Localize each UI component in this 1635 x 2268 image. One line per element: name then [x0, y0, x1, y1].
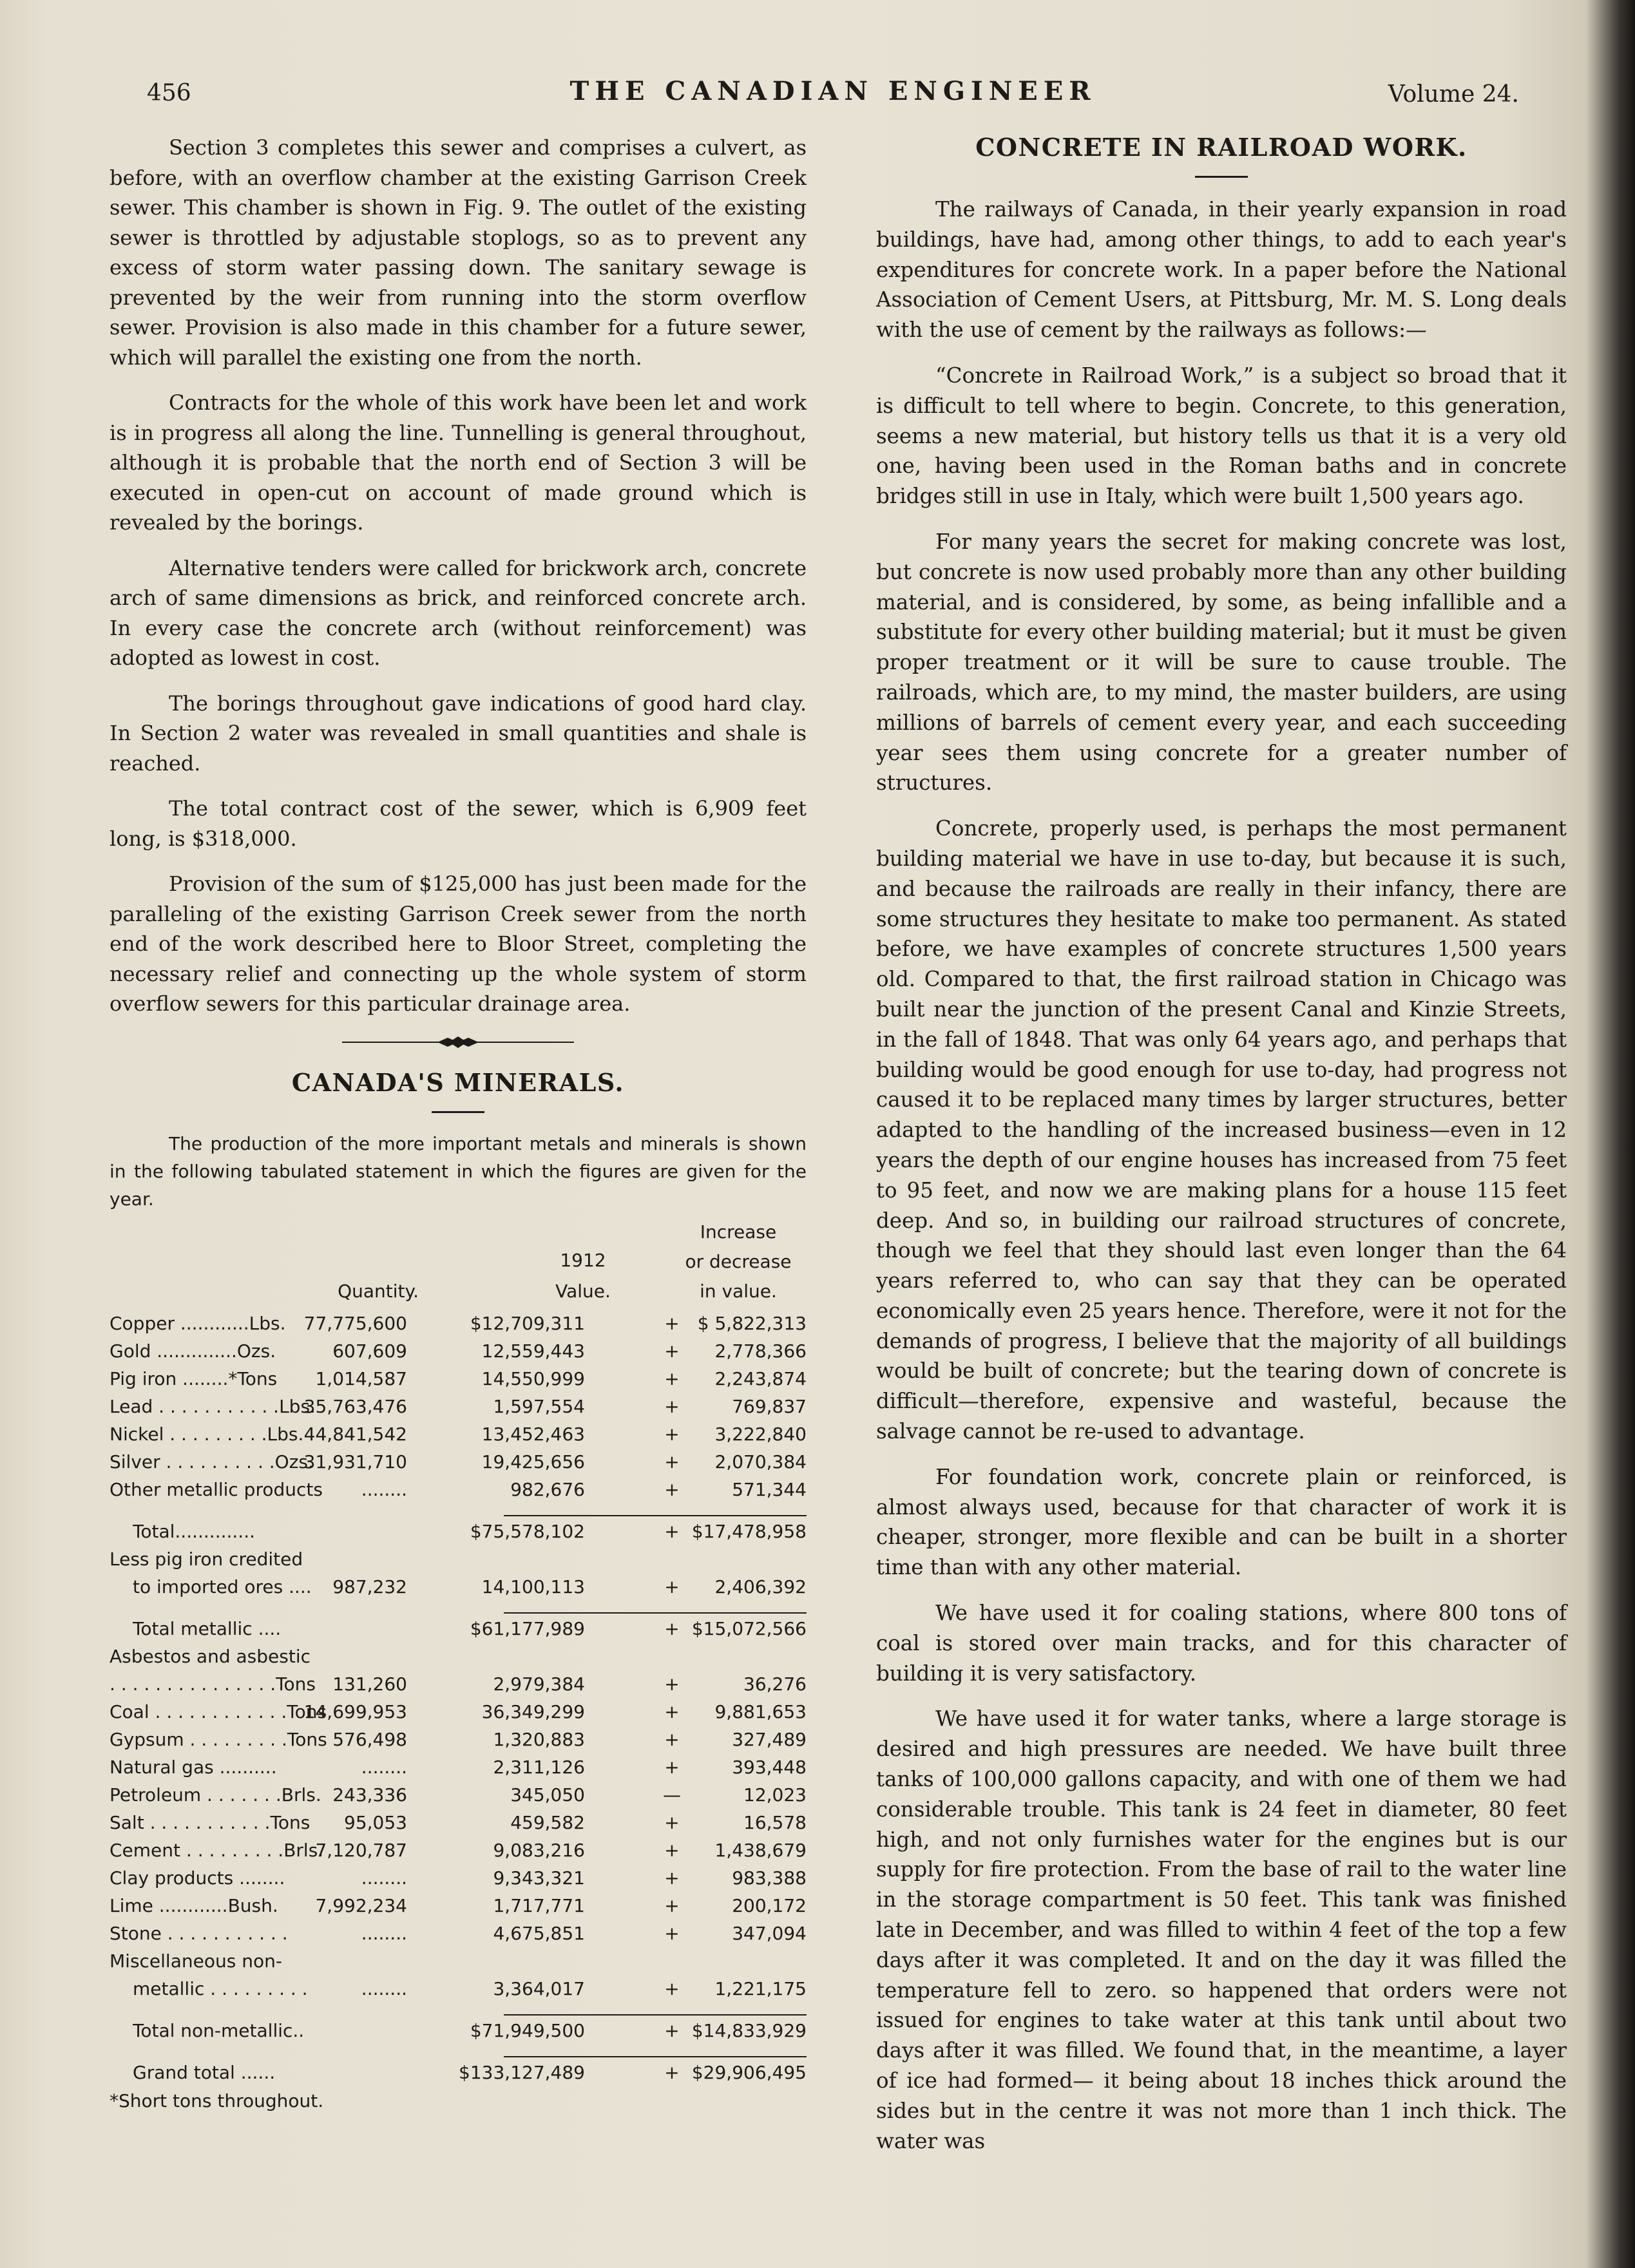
table-row	[110, 1726, 807, 1753]
minerals-heading: CANADA'S MINERALS.	[291, 1067, 625, 1097]
row-quantity: 35,763,476	[303, 1395, 407, 1417]
table-row	[110, 1643, 807, 1670]
row-increase: 36,276	[743, 1673, 807, 1695]
row-label: Nickel . . . . . . . . .Lbs.	[110, 1423, 304, 1445]
row-quantity: ........	[361, 1867, 407, 1889]
concrete-paragraph-2: “Concrete in Railroad Work,” is a subject so broad that it is difficult to tell where to begin. Concrete, to this generation, seems a new material, but history tells us that it is a very old one, having been used in the Roman baths and in concrete bridges still in use in Italy, which were built 1,500 years ago.	[876, 363, 1567, 509]
table-row-total	[110, 1615, 807, 1643]
row-sign: +	[664, 1977, 680, 1999]
row-increase: $17,478,958	[691, 1520, 807, 1542]
row-label: to imported ores ....	[133, 1576, 312, 1597]
table-row-grand-total	[110, 2059, 807, 2086]
row-sign: +	[664, 1811, 680, 1833]
row-increase: 2,778,366	[714, 1340, 807, 1362]
row-increase: 1,438,679	[714, 1839, 807, 1861]
total-rule	[661, 2056, 807, 2057]
row-sign: +	[664, 1367, 680, 1389]
table-row	[110, 1809, 807, 1836]
sewer-paragraph-5: The total contract cost of the sewer, which is 6,909 feet long, is $318,000.	[110, 796, 807, 851]
minerals-intro: The production of the more important metals and minerals is shown in the following tabulated statement in which the figures are given for the year.	[110, 1132, 807, 1210]
row-quantity: 77,775,600	[303, 1312, 407, 1334]
total-rule	[504, 2014, 662, 2015]
total-rule	[504, 2056, 662, 2057]
row-quantity: 7,120,787	[315, 1839, 407, 1861]
row-label: Other metallic products	[110, 1478, 323, 1500]
row-value: $71,949,500	[470, 2019, 585, 2041]
row-label: Stone . . . . . . . . . . .	[110, 1922, 288, 1944]
row-quantity: ........	[361, 1478, 407, 1500]
row-increase: $29,906,495	[691, 2061, 807, 2083]
row-label: Salt . . . . . . . . . . .Tons	[110, 1811, 311, 1833]
minerals-table	[110, 1219, 807, 2111]
table-row-total	[110, 2017, 807, 2044]
concrete-paragraph-3: For many years the secret for making concrete was lost, but concrete is now used probably more than any other building material, and is considered, by some, as being infallible and a substitute for every other building material; but it must be given proper treatment or it will be sure to cause trouble. The railroads, which are, to my mind, the master builders, are using millions of barrels of cement every year, and each succeeding year sees them using concrete for a greater number of structures.	[876, 529, 1567, 796]
table-row	[110, 1365, 807, 1393]
header-in-value: in value.	[700, 1280, 777, 1302]
row-sign: +	[664, 1617, 680, 1639]
total-rule	[504, 1612, 662, 1614]
total-rule	[661, 2014, 807, 2015]
running-header	[147, 76, 1519, 115]
heading-rule	[432, 1111, 484, 1113]
row-increase: 347,094	[732, 1922, 807, 1944]
row-quantity: 987,232	[332, 1576, 407, 1597]
row-increase: 571,344	[732, 1478, 807, 1500]
row-label: Lime ............Bush.	[110, 1894, 278, 1916]
row-quantity: 95,053	[344, 1811, 407, 1833]
row-quantity: 243,336	[332, 1784, 407, 1806]
row-quantity: 607,609	[332, 1340, 407, 1362]
row-value: 12,559,443	[481, 1340, 585, 1362]
row-sign: +	[664, 1451, 680, 1472]
row-increase: 2,070,384	[714, 1451, 807, 1472]
table-row	[110, 1337, 807, 1365]
row-increase: 16,578	[743, 1811, 807, 1833]
volume-label: Volume 24.	[1388, 81, 1519, 108]
row-increase: 12,023	[743, 1784, 807, 1806]
row-value: $61,177,989	[470, 1617, 585, 1639]
row-increase: 983,388	[732, 1867, 807, 1889]
table-row	[110, 1420, 807, 1448]
row-sign: +	[664, 1839, 680, 1861]
header-value: Value.	[555, 1280, 611, 1302]
row-increase: 9,881,653	[714, 1701, 807, 1722]
table-row	[110, 1310, 807, 1337]
row-increase: 200,172	[732, 1894, 807, 1916]
row-value: $75,578,102	[470, 1520, 585, 1542]
header-quantity: Quantity.	[338, 1280, 419, 1302]
row-quantity: ........	[361, 1922, 407, 1944]
row-sign: +	[664, 1520, 680, 1542]
row-value: $133,127,489	[459, 2061, 585, 2083]
row-increase: 393,448	[732, 1756, 807, 1778]
row-quantity: 576,498	[332, 1728, 407, 1750]
section-ornament	[342, 1034, 574, 1050]
left-column	[110, 133, 807, 2111]
row-value: 1,320,883	[493, 1728, 585, 1750]
table-row	[110, 1476, 807, 1503]
table-footnote: *Short tons throughout.	[110, 2090, 324, 2111]
row-quantity: 7,992,234	[315, 1894, 407, 1916]
row-sign: +	[664, 1312, 680, 1334]
heading-rule	[1195, 176, 1248, 178]
concrete-paragraph-6: We have used it for coaling stations, where 800 tons of coal is stored over main tracks, and for this character of building it is very satisfactory.	[876, 1601, 1567, 1686]
row-sign: +	[664, 1673, 680, 1695]
row-increase: 769,837	[732, 1395, 807, 1417]
row-sign: +	[664, 1340, 680, 1362]
table-header	[110, 1219, 807, 1310]
row-label: Silver . . . . . . . . . .Ozs.	[110, 1451, 314, 1472]
row-sign: +	[664, 1701, 680, 1722]
sewer-paragraph-1: Section 3 completes this sewer and comprises a culvert, as before, with an overflow chamber at the existing Garrison Creek sewer. This chamber is shown in Fig. 9. The outlet of the existing sewer is throttled by adjustable stoplogs, so as to prevent any excess of storm water passing down. The sanitary sewage is prevented by the weir from running into the storm overflow sewer. Provision is also made in this chamber for a future sewer, which will parallel the existing one from the north.	[110, 135, 807, 370]
row-label: Grand total ......	[133, 2061, 276, 2083]
row-increase: 2,243,874	[714, 1367, 807, 1389]
page-number: 456	[147, 80, 191, 106]
row-sign: +	[664, 1867, 680, 1889]
row-sign: +	[664, 1728, 680, 1750]
table-row	[110, 1753, 807, 1781]
row-label: Gold ..............Ozs.	[110, 1340, 276, 1362]
row-sign: —	[663, 1784, 681, 1806]
row-quantity: 44,841,542	[303, 1423, 407, 1445]
row-value: 9,343,321	[493, 1867, 585, 1889]
row-sign: +	[664, 2061, 680, 2083]
row-sign: +	[664, 1756, 680, 1778]
sewer-paragraph-6: Provision of the sum of $125,000 has just been made for the paralleling of the existing Garrison Creek sewer from the north end of the work described here to Bloor Street, completing the necessary relief and connecting up the whole system of storm overflow sewers for this particular drainage area.	[110, 872, 807, 1016]
row-value: 459,582	[510, 1811, 585, 1833]
row-value: 2,979,384	[493, 1673, 585, 1695]
row-increase: $ 5,822,313	[697, 1312, 807, 1334]
row-value: 345,050	[510, 1784, 585, 1806]
total-rule	[661, 1612, 807, 1614]
header-increase: Increase	[700, 1221, 777, 1243]
row-sign: +	[664, 1395, 680, 1417]
table-row	[110, 1836, 807, 1864]
row-label: Clay products ........	[110, 1867, 285, 1889]
table-row	[110, 1698, 807, 1726]
row-value: 13,452,463	[481, 1423, 585, 1445]
row-value: $12,709,311	[470, 1312, 585, 1334]
row-label: Miscellaneous non-	[110, 1950, 282, 1972]
table-row	[110, 1892, 807, 1920]
row-quantity: 31,931,710	[303, 1451, 407, 1472]
header-year: 1912	[560, 1249, 606, 1271]
row-label: Pig iron ........*Tons	[110, 1367, 278, 1389]
table-row	[110, 1975, 807, 2003]
total-rule	[504, 1515, 662, 1516]
row-sign: +	[664, 1478, 680, 1500]
concrete-paragraph-7: We have used it for water tanks, where a large storage is desired and high pressures are needed. We have built three tanks of 100,000 gallons capacity, and with one of them we had considerable trouble. This tank is 24 feet in diameter, 80 feet high, and not only furnishes water for the engines but is our supply for fire protection. From the base of rail to the water line in the storage compartment is 50 feet. This tank was finished late in December, and was filled to within 4 feet of the top a few days after it was completed. It and on the day it was filled the temperature fell to zero. so happened that orders were not issued for engines to take water at this tank until about two days after it was filled. We found that, in the meantime, a layer of ice had formed— it being about 18 inches thick around the sides but in the centre it was not more than 1 inch thick. The water was	[876, 1706, 1567, 2153]
row-increase: 327,489	[732, 1728, 807, 1750]
concrete-paragraph-5: For foundation work, concrete plain or reinforced, is almost always used, because for that character of work it is cheaper, stronger, more flexible and can be built in a shorter time than with any other material.	[876, 1464, 1567, 1580]
table-row	[110, 1670, 807, 1698]
row-label: Asbestos and asbestic	[110, 1645, 311, 1667]
row-increase: $15,072,566	[691, 1617, 807, 1639]
row-label: Total metallic ....	[133, 1617, 282, 1639]
row-increase: 1,221,175	[714, 1977, 807, 1999]
row-value: 36,349,299	[481, 1701, 585, 1722]
row-quantity: 131,260	[332, 1673, 407, 1695]
row-value: 1,597,554	[493, 1395, 585, 1417]
row-value: 14,550,999	[481, 1367, 585, 1389]
table-row	[110, 1864, 807, 1892]
concrete-paragraph-1: The railways of Canada, in their yearly expansion in road buildings, have had, among other things, to add to each year's expenditures for concrete work. In a paper before the National Association of Cement Users, at Pittsburg, Mr. M. S. Long deals with the use of cement by the railways as follows:—	[876, 197, 1567, 343]
sewer-paragraph-3: Alternative tenders were called for brickwork arch, concrete arch of same dimensions as brick, and reinforced concrete arch. In every case the concrete arch (without reinforcement) was adopted as lowest in cost.	[110, 555, 807, 670]
sewer-paragraph-2: Contracts for the whole of this work have been let and work is in progress all along the line. Tunnelling is general throughout, although it is probable that the north end of Section 3 will be executed in open-cut on account of made ground which is revealed by the borings.	[110, 390, 807, 535]
row-sign: +	[664, 1423, 680, 1445]
row-label: Lead . . . . . . . . . . .Lbs.	[110, 1395, 316, 1417]
concrete-paragraph-4: Concrete, properly used, is perhaps the most permanent building material we have in use to-day, but because it is such, and because the railroads are really in their infancy, there are some structures they hesitate to make too permanent. As stated before, we have examples of concrete structures 1,500 years old. Compared to that, the first railroad station in Chicago was built near the junction of the present Canal and Kinzie Streets, in the fall of 1848. That was only 64 years ago, and perhaps that building would be good enough for use to-day, had progress not caused it to be replaced many times by larger structures, better adapted to the handling of the increased business—even in 12 years the depth of our engine houses has increased from 75 feet to 95 feet, and now we are making plans for a house 115 feet deep. And so, in building our railroad structures of concrete, though we feel that they should last even longer than the 64 years referred to, who can say that they can be operated economically even 25 years hence. Therefore, were it not for the demands of progress, I believe that the majority of all buildings would be built of concrete; but the tearing down of concrete is difficult—therefore, expensive and wasteful, because the salvage cannot be re-used to advantage.	[876, 816, 1567, 1444]
table-row	[110, 1781, 807, 1809]
row-label: Total non-metallic..	[133, 2019, 305, 2041]
row-increase: 2,406,392	[714, 1576, 807, 1597]
row-sign: +	[664, 1894, 680, 1916]
row-label: Coal . . . . . . . . . . . .Tons	[110, 1701, 327, 1722]
row-label: Cement . . . . . . . . .Brls.	[110, 1839, 324, 1861]
table-row	[110, 1920, 807, 1947]
row-label: Copper ............Lbs.	[110, 1312, 286, 1334]
row-label: metallic . . . . . . . . .	[133, 1977, 308, 1999]
row-label: Petroleum . . . . . . .Brls.	[110, 1784, 321, 1806]
row-value: 2,311,126	[493, 1756, 585, 1778]
header-decrease: or decrease	[685, 1250, 792, 1272]
row-value: 14,100,113	[481, 1576, 585, 1597]
table-row	[110, 1947, 807, 1975]
table-row-total	[110, 1518, 807, 1545]
row-label: Total..............	[133, 1520, 255, 1542]
row-sign: +	[664, 2019, 680, 2041]
row-value: 1,717,771	[493, 1894, 585, 1916]
row-sign: +	[664, 1576, 680, 1597]
row-value: 9,083,216	[493, 1839, 585, 1861]
row-value: 3,364,017	[493, 1977, 585, 1999]
row-quantity: 1,014,587	[315, 1367, 407, 1389]
row-label: Less pig iron credited	[110, 1548, 303, 1570]
table-row	[110, 1393, 807, 1420]
row-increase: $14,833,929	[691, 2019, 807, 2041]
row-label: Gypsum . . . . . . . . .Tons	[110, 1728, 327, 1750]
sewer-paragraph-4: The borings throughout gave indications of good hard clay. In Section 2 water was revealed in small quantities and shale is reached.	[110, 691, 807, 776]
total-rule	[661, 1515, 807, 1516]
concrete-heading: CONCRETE IN RAILROAD WORK.	[975, 133, 1468, 162]
row-value: 4,675,851	[493, 1922, 585, 1944]
row-quantity: ........	[361, 1756, 407, 1778]
row-value: 982,676	[510, 1478, 585, 1500]
table-row	[110, 1573, 807, 1601]
row-label: Natural gas ..........	[110, 1756, 277, 1778]
row-value: 19,425,656	[481, 1451, 585, 1472]
row-label: . . . . . . . . . . . . . . .Tons	[110, 1673, 316, 1695]
row-increase: 3,222,840	[714, 1423, 807, 1445]
row-sign: +	[664, 1922, 680, 1944]
right-column	[876, 133, 1567, 2171]
table-row	[110, 1545, 807, 1573]
table-row	[110, 1448, 807, 1476]
row-quantity: 14,699,953	[303, 1701, 407, 1722]
row-quantity: ........	[361, 1977, 407, 1999]
journal-title: THE CANADIAN ENGINEER	[569, 76, 1096, 106]
